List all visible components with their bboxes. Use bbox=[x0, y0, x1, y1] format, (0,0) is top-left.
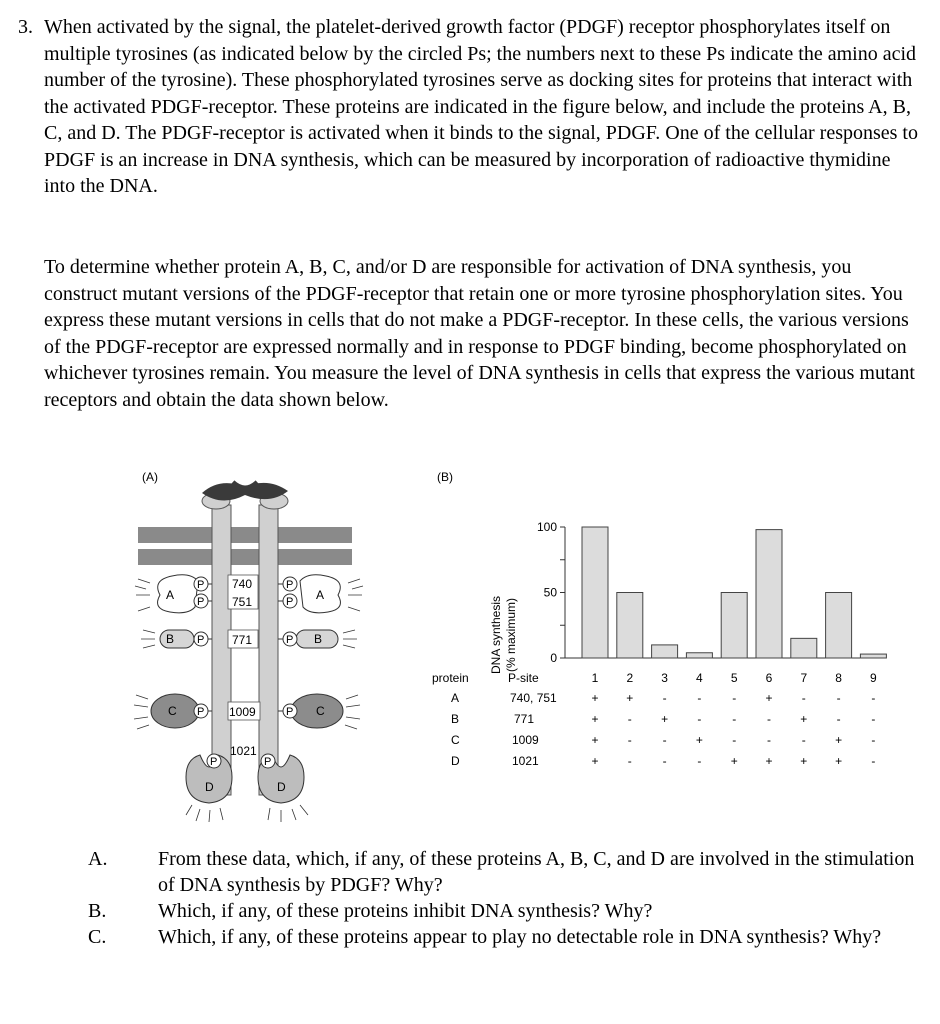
row-psite-740-751: 740, 751 bbox=[510, 691, 557, 705]
p-751-left: P bbox=[197, 596, 205, 608]
bar-8 bbox=[826, 593, 852, 659]
site-matrix-cell: + bbox=[591, 691, 599, 705]
protein-c-right bbox=[291, 694, 360, 729]
site-matrix-cell: + bbox=[730, 754, 738, 768]
protein-c-left bbox=[134, 694, 199, 729]
p-751-right: P bbox=[286, 596, 294, 608]
site-matrix-cell: - bbox=[732, 733, 737, 747]
protein-d-right-label: D bbox=[277, 780, 286, 794]
site-matrix-cell: - bbox=[732, 691, 737, 705]
site-matrix-cell: - bbox=[871, 691, 876, 705]
bar-9 bbox=[860, 654, 886, 658]
row-protein-c: C bbox=[451, 733, 460, 747]
receptor-left-chain bbox=[212, 505, 231, 795]
site-751: 751 bbox=[232, 595, 253, 609]
subquestion-c bbox=[58, 924, 918, 950]
x-category-label: 6 bbox=[765, 671, 773, 685]
membrane-outer-layer bbox=[138, 527, 352, 543]
x-category-label: 5 bbox=[730, 671, 738, 685]
bar-3 bbox=[652, 645, 678, 658]
row-psite-1009: 1009 bbox=[512, 733, 539, 747]
site-matrix-cell: + bbox=[835, 733, 843, 747]
x-category-label: 9 bbox=[870, 671, 877, 685]
figure bbox=[0, 455, 940, 845]
question-paragraph-2: To determine whether protein A, B, C, and/or D are responsible for activation of DNA synthesis, you construct mutant versions of the PDGF-receptor that retain one or more tyrosine phosphorylation sites. You express these mutant versions in cells that do not make a PDGF-receptor. In these cells, the various versions of the PDGF-receptor are expressed normally and in response to PDGF binding, become phosphorylated on whichever tyrosines remain. You measure the level of DNA synthesis in cells that express the various mutant receptors and obtain the data shown below. bbox=[44, 256, 915, 411]
site-matrix-cell: - bbox=[697, 754, 702, 768]
site-matrix-cell: - bbox=[697, 712, 702, 726]
site-740: 740 bbox=[232, 577, 253, 591]
site-matrix bbox=[591, 691, 875, 768]
site-matrix-cell: - bbox=[732, 712, 737, 726]
protein-a-left-label: A bbox=[166, 588, 175, 602]
site-matrix-cell: - bbox=[767, 712, 771, 726]
y-axis-label-line2: (% maximum) bbox=[504, 598, 518, 672]
row-psite-1021: 1021 bbox=[512, 754, 539, 768]
row-psite-771: 771 bbox=[514, 712, 535, 726]
table-protein-header: protein bbox=[432, 671, 469, 685]
x-category-label: 1 bbox=[591, 671, 599, 685]
site-matrix-cell: + bbox=[591, 712, 599, 726]
question-3 bbox=[18, 14, 923, 200]
p-1009-left: P bbox=[197, 706, 205, 718]
p-1021-left: P bbox=[210, 756, 218, 768]
x-category-label: 2 bbox=[626, 671, 634, 685]
x-category-label: 4 bbox=[696, 671, 703, 685]
site-matrix-cell: - bbox=[871, 712, 876, 726]
protein-a-right bbox=[300, 575, 363, 613]
site-matrix-cell: + bbox=[765, 691, 773, 705]
site-matrix-cell: + bbox=[591, 754, 599, 768]
site-matrix-cell: - bbox=[662, 754, 667, 768]
membrane-inner-layer bbox=[138, 549, 352, 565]
site-matrix-cell: - bbox=[697, 691, 702, 705]
site-matrix-cell: + bbox=[800, 712, 808, 726]
site-matrix-cell: - bbox=[836, 712, 841, 726]
site-matrix-cell: - bbox=[801, 733, 806, 747]
protein-a-left bbox=[135, 575, 198, 613]
p-771-left: P bbox=[197, 634, 205, 646]
subquestion-c-text: Which, if any, of these proteins appear to play no detectable role in DNA synthesis? Why? bbox=[158, 926, 882, 948]
bar-5 bbox=[721, 593, 747, 659]
x-category-label: 3 bbox=[661, 671, 668, 685]
protein-b-left-label: B bbox=[166, 632, 175, 646]
y-tick-label: 100 bbox=[536, 520, 557, 534]
y-axis-label bbox=[489, 596, 518, 674]
row-protein-a: A bbox=[451, 691, 460, 705]
y-axis-label-line1: DNA synthesis bbox=[489, 595, 503, 675]
p-1021-right: P bbox=[264, 756, 272, 768]
bar-1 bbox=[582, 527, 608, 658]
row-protein-b: B bbox=[451, 712, 460, 726]
panel-b-label: (B) bbox=[437, 470, 453, 484]
site-matrix-cell: + bbox=[591, 733, 599, 747]
subquestion-c-label: C. bbox=[88, 926, 107, 948]
panel-a-label: (A) bbox=[142, 470, 158, 484]
site-labels bbox=[228, 575, 260, 758]
site-matrix-cell: - bbox=[871, 754, 876, 768]
protein-c-right-label: C bbox=[316, 704, 325, 718]
site-matrix-cell: + bbox=[695, 733, 703, 747]
table-rows bbox=[451, 691, 557, 768]
site-matrix-cell: + bbox=[835, 754, 843, 768]
protein-c-left-label: C bbox=[168, 704, 177, 718]
x-category-labels bbox=[592, 671, 877, 685]
row-protein-d: D bbox=[451, 754, 460, 768]
site-771: 771 bbox=[232, 633, 253, 647]
site-matrix-cell: - bbox=[767, 733, 771, 747]
site-matrix-cell: - bbox=[627, 754, 632, 768]
p-771-right: P bbox=[286, 634, 294, 646]
subquestion-a-label: A. bbox=[88, 848, 108, 870]
protein-d-left-label: D bbox=[205, 780, 214, 794]
protein-b-right bbox=[296, 630, 357, 648]
y-tick-label: 0 bbox=[550, 651, 557, 665]
subquestion-b-label: B. bbox=[88, 900, 107, 922]
y-tick-label: 50 bbox=[543, 585, 557, 600]
subquestion-b bbox=[58, 898, 918, 924]
site-1009: 1009 bbox=[229, 705, 256, 719]
site-matrix-cell: - bbox=[801, 691, 806, 705]
site-matrix-cell: + bbox=[765, 754, 773, 768]
protein-b-left bbox=[141, 630, 194, 648]
site-matrix-cell: - bbox=[871, 733, 876, 747]
figure-svg bbox=[0, 455, 940, 845]
p-740-right: P bbox=[286, 579, 294, 591]
site-matrix-cell: - bbox=[836, 691, 841, 705]
subquestions bbox=[58, 846, 918, 950]
bar-2 bbox=[617, 593, 643, 659]
x-category-label: 7 bbox=[800, 671, 808, 685]
site-matrix-cell: - bbox=[627, 733, 632, 747]
protein-a-right-label: A bbox=[316, 588, 325, 602]
subquestion-a bbox=[58, 846, 918, 896]
y-ticks bbox=[537, 520, 565, 665]
bars bbox=[582, 527, 886, 658]
site-matrix-cell: + bbox=[626, 691, 634, 705]
bar-4 bbox=[686, 653, 712, 658]
site-matrix-cell: - bbox=[627, 712, 632, 726]
receptor-right-chain bbox=[259, 505, 278, 795]
question-paragraph-1: When activated by the signal, the platelet-derived growth factor (PDGF) receptor phosphorylates itself on multiple tyrosines (as indicated below by the circled Ps; the numbers next to these Ps indicate the amino acid number of the tyrosine). These phosphorylated tyrosines serve as docking sites for proteins that interact with the activated PDGF-receptor. These proteins are indicated in the figure below, and include the proteins A, B, C, and D. The PDGF-receptor is activated when it binds to the signal, PDGF. One of the cellular responses to PDGF is an increase in DNA synthesis, which can be measured by incorporation of radioactive thymidine into the DNA. bbox=[44, 16, 918, 197]
site-1021: 1021 bbox=[230, 744, 257, 758]
x-category-label: 8 bbox=[835, 671, 842, 685]
site-matrix-cell: - bbox=[662, 733, 667, 747]
bar-6 bbox=[756, 530, 782, 658]
protein-b-right-label: B bbox=[314, 632, 323, 646]
subquestion-a-text: From these data, which, if any, of these proteins A, B, C, and D are involved in the stimulation of DNA synthesis by PDGF? Why? bbox=[158, 848, 915, 896]
question-number: 3. bbox=[18, 16, 33, 38]
site-matrix-cell: + bbox=[800, 754, 808, 768]
site-matrix-cell: + bbox=[661, 712, 669, 726]
subquestion-b-text: Which, if any, of these proteins inhibit DNA synthesis? Why? bbox=[158, 900, 653, 922]
table-psite-header: P-site bbox=[508, 671, 539, 685]
p-1009-right: P bbox=[286, 706, 294, 718]
p-740-left: P bbox=[197, 579, 205, 591]
bar-7 bbox=[791, 638, 817, 658]
site-matrix-cell: - bbox=[662, 691, 667, 705]
